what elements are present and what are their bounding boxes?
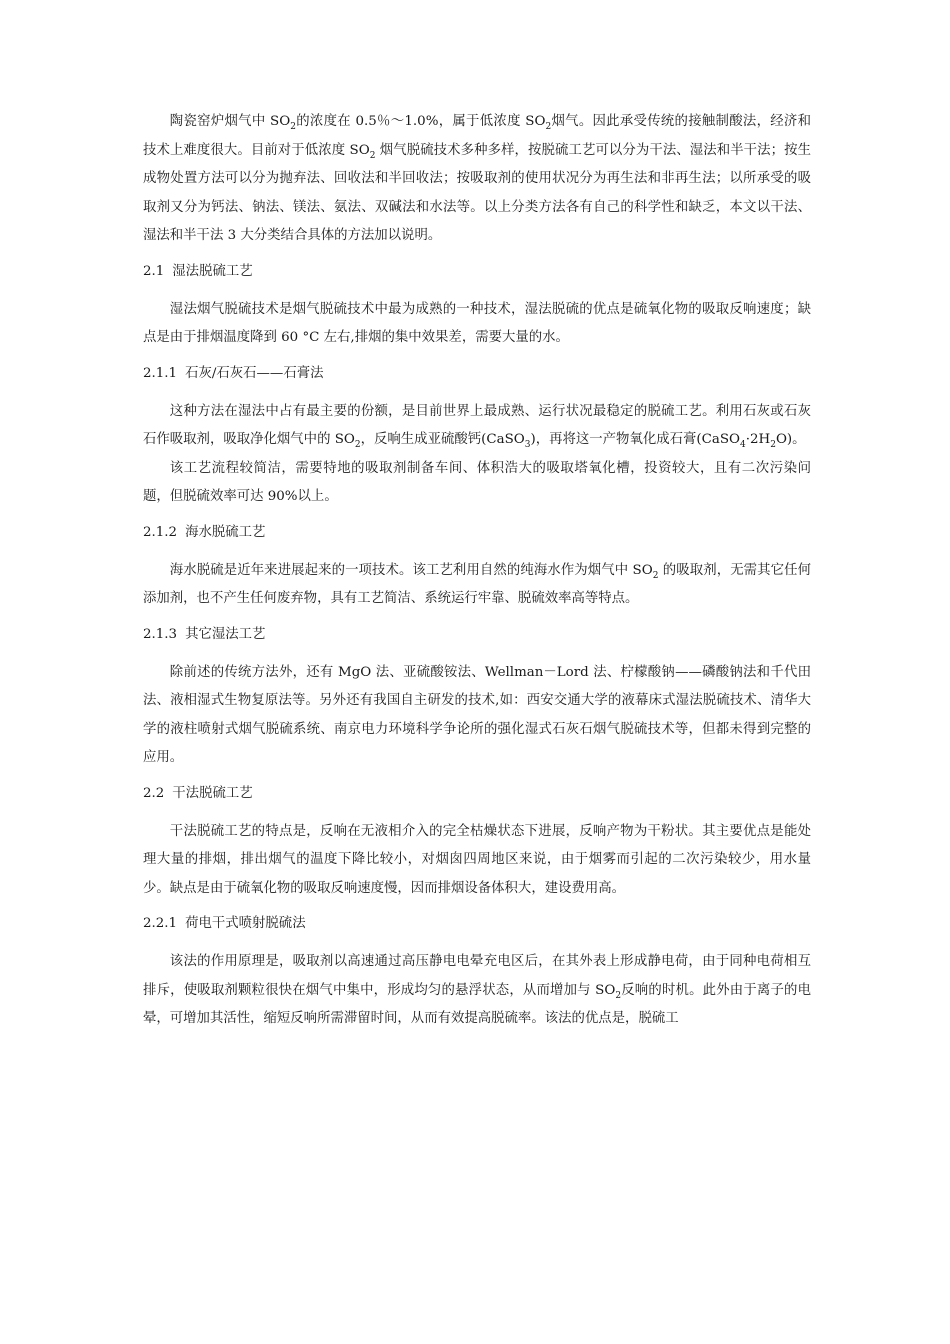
heading-2-1-3: 2.1.3 其它湿法工艺 <box>143 626 266 642</box>
document-page <box>143 108 811 1034</box>
paragraph-process-simple: 该工艺流程较简洁，需要特地的吸取剂制备车间、体积浩大的吸取塔氧化槽，投资较大，且有二次污染问题，但脱硫效率可达 90%以上。 <box>143 460 811 504</box>
paragraph-other-wet: 除前述的传统方法外，还有 MgO 法、亚硫酸铵法、Wellman－Lord 法、柠檬酸钠——磷酸钠法和千代田法、液相湿式生物复原法等。另外还有我国自主研发的技术,如：西安交通大学的液幕床式湿法脱硫技术、清华大学的液柱喷射式烟气脱硫系统、南京电力环境科学争论所的强化湿式石灰石烟气脱硫技术等，但都未得到完整的应用。 <box>143 664 811 765</box>
heading-2-1: 2.1 湿法脱硫工艺 <box>143 263 253 279</box>
paragraph-limestone-gypsum: 这种方法在湿法中占有最主要的份额，是目前世界上最成熟、运行状况最稳定的脱硫工艺。利用石灰或石灰石作吸取剂，吸取净化烟气中的 $SO_2$，反响生成亚硫酸钙(CaSO$_3$)，再将这一产物氧化成石膏$(CaSO_4\cdot 2H_2O)$。 <box>143 403 811 450</box>
paragraph-wet-desulfurization: 湿法烟气脱硫技术是烟气脱硫技术中最为成熟的一种技术，湿法脱硫的优点是硫氧化物的吸取反响速度；缺点是由于排烟温度降到 60 °C 左右,排烟的集中效果差，需要大量的水。 <box>143 301 811 345</box>
paragraph-dry-desulfurization: 干法脱硫工艺的特点是，反响在无液相介入的完全枯燥状态下进展，反响产物为干粉状。其主要优点是能处理大量的排烟，排出烟气的温度下降比较小，对烟囱四周地区来说，由于烟雾而引起的二次污染较少，用水量少。缺点是由于硫氧化物的吸取反响速度慢，因而排烟设备体积大，建设费用高。 <box>143 823 811 896</box>
heading-2-1-1: 2.1.1 石灰/石灰石——石膏法 <box>143 365 324 381</box>
heading-2-2-1: 2.2.1 荷电干式喷射脱硫法 <box>143 916 306 931</box>
heading-2-1-2: 2.1.2 海水脱硫工艺 <box>143 524 266 540</box>
paragraph-charged-dry-injection: 该法的作用原理是，吸取剂以高速通过高压静电电晕充电区后，在其外表上形成静电荷，由于同种电荷相互排斥，使吸取剂颗粒很快在烟气中集中，形成均匀的悬浮状态，从而增加与 $SO_2$反响的时机。此外由于离子的电晕，可增加其活性，缩短反响所需滞留时间，从而有效提高脱硫率。该法的优点是，脱硫工 <box>143 954 812 1026</box>
paragraph-intro: 陶瓷窑炉烟气中 $SO_2$的浓度在 0.5％～1.0%，属于低浓度 $SO_2$烟气。因此承受传统的接触制酸法，经济和技术上难度很大。目前对于低浓度 $SO_2$ 烟气脱硫技术多种多样，按脱硫工艺可以分为干法、湿法和半干法；按生成物处置方法可以分为抛弃法、回收法和半回收法；按吸取剂的使用状况分为再生法和非再生法；以所承受的吸取剂又分为钙法、钠法、镁法、氨法、双碱法和水法等。以上分类方法各有自己的科学性和缺乏，本文以干法、湿法和半干法 3 大分类结合具体的方法加以说明。 <box>143 114 811 243</box>
heading-2-2: 2.2 干法脱硫工艺 <box>143 785 253 801</box>
paragraph-seawater: 海水脱硫是近年来进展起来的一项技术。该工艺利用自然的纯海水作为烟气中 $SO_2$ 的吸取剂，无需其它任何添加剂，也不产生任何废弃物，具有工艺简洁、系统运行牢靠、脱硫效率高等特点。 <box>143 562 811 606</box>
